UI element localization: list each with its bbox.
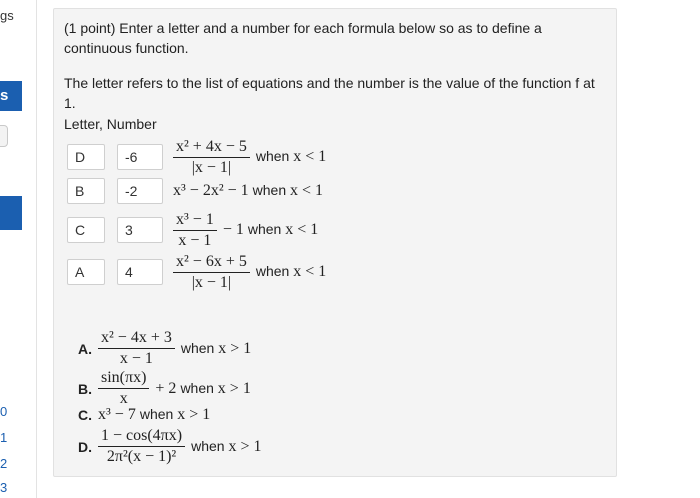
sidebar-number[interactable]: 2 [0,456,8,471]
problem-panel [53,8,617,477]
option-b [78,369,251,408]
fraction-denominator: x [119,390,128,407]
condition: when x < 1 [255,148,327,165]
fraction-numerator: x² − 6x + 5 [173,253,250,273]
option-label: A. [78,340,92,357]
fraction-denominator: x − 1 [178,231,212,249]
answer-header: Letter, Number [64,116,157,132]
fraction-denominator: |x − 1| [191,273,232,291]
sidebar [0,0,37,498]
letter-input[interactable] [67,178,105,204]
sidebar-number[interactable]: 0 [0,404,8,419]
condition: when x < 1 [255,263,327,280]
fraction-numerator: x² + 4x − 5 [173,138,250,158]
fraction-numerator: x³ − 1 [173,211,217,231]
fraction-denominator: |x − 1| [191,158,232,176]
expression-suffix: − 1 [222,221,244,238]
piece-formula [173,211,318,250]
sidebar-number[interactable]: 1 [0,430,8,445]
option-label: C. [78,407,92,423]
answer-row [67,252,327,291]
answer-row [67,137,327,176]
option-a [78,329,251,368]
fraction-numerator: sin(πx) [98,369,149,389]
fraction [173,253,250,292]
condition: when x > 1 [139,406,211,423]
piece-formula [173,138,326,177]
condition: when x < 1 [247,221,319,238]
fraction-denominator: 2π²(x − 1)² [106,448,177,465]
option-d [78,427,261,466]
letter-input[interactable] [67,259,105,285]
problem-intro: (1 point) Enter a letter and a number for each formula below so as to define a continuous function. [64,20,542,56]
option-label: D. [78,438,92,455]
fraction [173,211,217,250]
fraction-numerator: x² − 4x + 3 [98,329,175,349]
number-input[interactable] [117,217,163,243]
sidebar-highlight-block[interactable] [0,196,22,230]
inline-expression: x³ − 7 [98,406,136,423]
answer-row [67,174,323,208]
fraction-numerator: 1 − cos(4πx) [98,427,185,447]
fraction [98,329,175,368]
option-label: B. [78,380,92,397]
number-input[interactable] [117,144,163,170]
letter-input[interactable] [67,144,105,170]
fraction [98,427,185,466]
problem-explanation: The letter refers to the list of equations and the number is the value of the function f at 1. [64,75,595,111]
inline-expression: x³ − 2x² − 1 [173,182,249,199]
number-input[interactable] [117,259,163,285]
option-c [78,406,210,424]
condition: when x < 1 [252,182,324,199]
sidebar-fragment-text: gs [0,8,14,23]
fraction-denominator: x − 1 [119,350,153,367]
piece-formula [173,182,323,200]
fraction [173,138,250,177]
sidebar-number[interactable]: 3 [0,480,8,495]
condition: when x > 1 [180,339,252,357]
number-input[interactable] [117,178,163,204]
sidebar-active-tab[interactable]: s [0,81,22,111]
answer-row [67,210,319,249]
piece-formula [173,253,326,292]
fraction [98,369,149,408]
condition: when x > 1 [191,437,262,455]
expression-suffix: + 2 [155,379,177,397]
condition: when x > 1 [180,379,251,397]
sidebar-input-stub[interactable] [0,125,8,147]
letter-input[interactable] [67,217,105,243]
